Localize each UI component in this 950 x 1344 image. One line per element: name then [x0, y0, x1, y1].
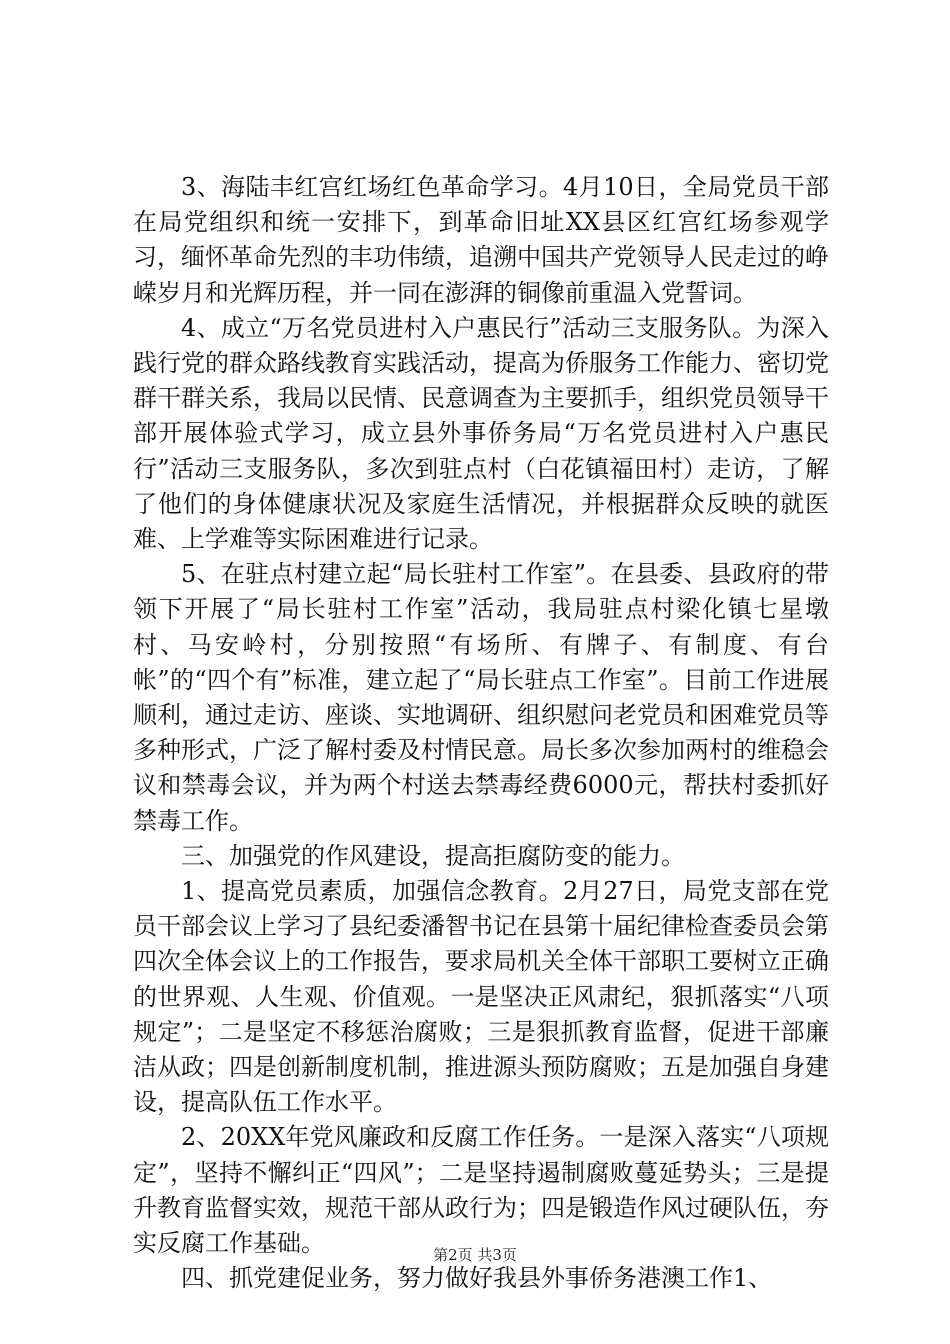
paragraph: 5、在驻点村建立起“局长驻村工作室”。在县委、县政府的带领下开展了“局长驻村工作室”活动，我局驻点村梁化镇七星墩村、马安岭村，分别按照“有场所、有牌子、有制度、有台帐”的“四个有”标准，建立起了“局长驻点工作室”。目前工作进展顺利，通过走访、座谈、实地调研、组织慰问老党员和困难党员等多种形式，广泛了解村委及村情民意。局长多次参加两村的维稳会议和禁毒会议，并为两个村送去禁毒经费6000元，帮扶村委抓好禁毒工作。: [133, 560, 829, 835]
section-heading: 四、抓党建促业务，努力做好我县外事侨务港澳工作1、: [181, 1264, 773, 1293]
document-body: [133, 170, 829, 1297]
paragraph: 2、20XX年党风廉政和反腐工作任务。一是深入落实“八项规定”，坚持不懈纠正“四风”；二是坚持遏制腐败蔓延势头；三是提升教育监督实效，规范干部从政行为；四是锻造作风过硬队伍，夯实反腐工作基础。: [133, 1123, 829, 1258]
paragraph: 1、提高党员素质，加强信念教育。2月27日，局党支部在党员干部会议上学习了县纪委潘智书记在县第十届纪律检查委员会第四次全体会议上的工作报告，要求局机关全体干部职工要树立正确的世界观、人生观、价值观。一是坚决正风肃纪，狠抓落实“八项规定”；二是坚定不移惩治腐败；三是狠抓教育监督，促进干部廉洁从政；四是创新制度机制，推进源头预防腐败；五是加强自身建设，提高队伍工作水平。: [133, 877, 829, 1117]
section-heading: 三、加强党的作风建设，提高拒腐防变的能力。: [181, 841, 685, 870]
page-footer: 第2页 共3页: [433, 1246, 517, 1264]
paragraph: 4、成立“万名党员进村入户惠民行”活动三支服务队。为深入践行党的群众路线教育实践活动，提高为侨服务工作能力、密切党群干群关系，我局以民情、民意调查为主要抓手，组织党员领导干部开展体验式学习，成立县外事侨务局“万名党员进村入户惠民行”活动三支服务队，多次到驻点村（白花镇福田村）走访，了解了他们的身体健康状况及家庭生活情况，并根据群众反映的就医难、上学难等实际困难进行记录。: [133, 313, 829, 554]
paragraph: 3、海陆丰红宫红场红色革命学习。4月10日，全局党员干部在局党组织和统一安排下，到革命旧址XX县区红宫红场参观学习，缅怀革命先烈的丰功伟绩，追溯中国共产党领导人民走过的峥嵘岁月和光辉历程，并一同在澎湃的铜像前重温入党誓词。: [133, 173, 829, 307]
